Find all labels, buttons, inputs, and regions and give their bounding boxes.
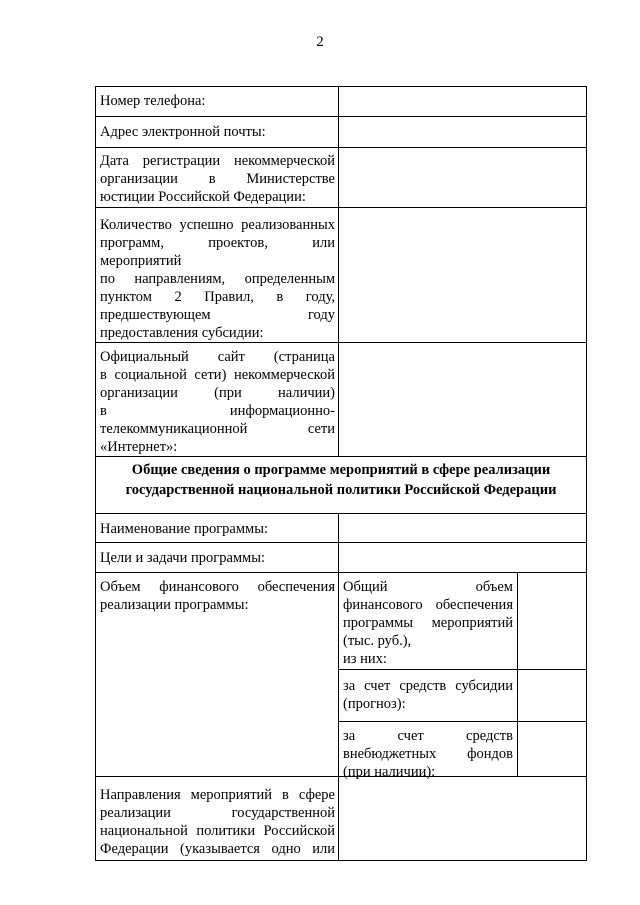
subsidy-label: за счет средств субсидии (прогноз):: [343, 678, 513, 712]
page-number: 2: [316, 34, 324, 50]
extra-budget-label: за счет средств внебюджетных фондов (при наличии):: [343, 728, 513, 780]
phone-value[interactable]: [343, 90, 581, 112]
program-goals-label: Цели и задачи программы:: [100, 550, 266, 566]
subsidy-value[interactable]: [521, 674, 583, 717]
section-heading: Общие сведения о программе мероприятий в сфере реализации государственной национальной политики Российской Федерации: [125, 462, 557, 498]
registration-date-label: Дата регистрации некоммерческой организации в Министерстве юстиции Российской Федерации:: [100, 153, 335, 205]
directions-label: Направления мероприятий в сфере реализации государственной национальной политики Российской Федерации (указывается одно или: [100, 787, 335, 857]
programs-count-value[interactable]: [343, 212, 581, 337]
website-label: Официальный сайт (страница в социальной сети) некоммерческой организации (при наличии) в информационно- телекоммуникационной сети «Интернет»:: [100, 349, 335, 455]
website-value[interactable]: [343, 347, 581, 451]
directions-value[interactable]: [343, 781, 581, 856]
program-name-value[interactable]: [343, 517, 581, 538]
registration-date-value[interactable]: [343, 152, 581, 202]
email-value[interactable]: [343, 121, 581, 143]
program-goals-value[interactable]: [343, 546, 581, 568]
funding-label: Объем финансового обеспечения реализации программы:: [100, 579, 335, 613]
programs-count-label: Количество успешно реализованных программ, проектов, или мероприятий по направлениям, определенным пунктом 2 Правил, в году, предшествующем году предоставления субсидии:: [100, 217, 335, 341]
program-name-label: Наименование программы:: [100, 521, 268, 537]
extra-budget-value[interactable]: [521, 726, 583, 772]
total-funding-value[interactable]: [521, 576, 583, 665]
application-form-table: [95, 86, 587, 861]
phone-label: Номер телефона:: [100, 93, 206, 109]
total-funding-label: Общий объем финансового обеспечения программы мероприятий (тыс. руб.), из них:: [343, 579, 513, 667]
email-label: Адрес электронной почты:: [100, 124, 266, 140]
